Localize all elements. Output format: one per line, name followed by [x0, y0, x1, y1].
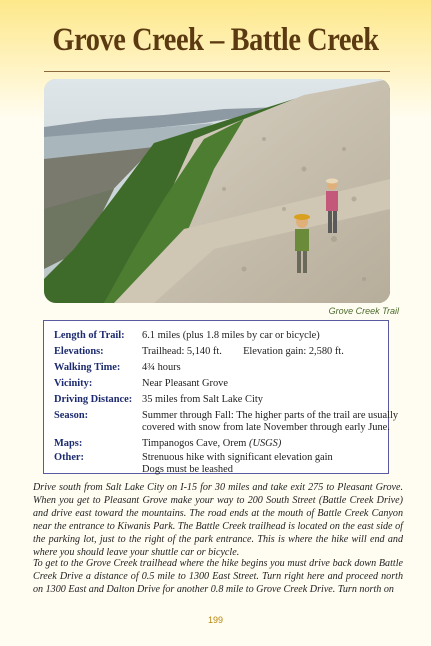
- title-rule: [44, 71, 390, 72]
- info-label: Driving Distance:: [54, 394, 133, 405]
- elevation-gain: Elevation gain: 2,580 ft.: [243, 346, 344, 357]
- info-value: Near Pleasant Grove: [142, 378, 228, 389]
- trailhead-elevation: Trailhead: 5,140 ft.: [142, 346, 222, 357]
- other-line-1: Strenuous hike with significant elevation gain: [142, 452, 333, 463]
- info-value: [142, 346, 397, 358]
- page-number: 199: [207, 615, 224, 625]
- page-title: Grove Creek – Battle Creek: [52, 22, 379, 58]
- info-label: Maps:: [54, 438, 83, 449]
- info-value: [142, 452, 397, 476]
- info-value: 4¾ hours: [142, 362, 181, 373]
- info-label: Length of Trail:: [54, 330, 125, 341]
- info-value: 35 miles from Salt Lake City: [142, 394, 263, 405]
- season-line-2: covered with snow from late November through early June.: [142, 422, 390, 433]
- other-line-2: Dogs must be leashed: [142, 464, 233, 475]
- season-line-1: Summer through Fall: The higher parts of the trail are usually: [142, 410, 399, 421]
- info-label: Walking Time:: [54, 362, 121, 373]
- info-label: Other:: [54, 452, 85, 463]
- info-label: Vicinity:: [54, 378, 93, 389]
- map-source: (USGS): [248, 438, 282, 449]
- info-label: Season:: [54, 410, 89, 421]
- paragraph-directions-1: Drive south from Salt Lake City on I-15 for 30 miles and take exit 275 to Pleasant Grove. When you get to Pleasant Grove make your way to 200 South Street (Battle Creek Drive) and drive east toward the mountains. The road ends at the mouth of Battle Creek Canyon near the entrance to Kiwanis Park. The Battle Creek trailhead is located on the east side of the parking lot, just to the right of the park entrance. This is where the hike will end and where you should leave your shuttle car or bicycle.: [33, 482, 403, 559]
- info-value: 6.1 miles (plus 1.8 miles by car or bicycle): [142, 330, 320, 341]
- photo-caption: Grove Creek Trail: [328, 306, 399, 316]
- info-label: Elevations:: [54, 346, 104, 357]
- trail-photo: [44, 79, 390, 303]
- paragraph-directions-2: To get to the Grove Creek trailhead where the hike begins you must drive back down Battle Creek Drive a distance of 0.5 mile to 1300 East Street. Turn right here and proceed north on 1300 East and Dalton Drive for another 0.8 mile to Grove Creek Drive. Turn north on: [33, 558, 403, 596]
- trail-info-box: [43, 320, 399, 475]
- map-names: Timpanogos Cave, Orem: [142, 438, 249, 449]
- info-value: [142, 438, 397, 450]
- info-value: [142, 410, 397, 434]
